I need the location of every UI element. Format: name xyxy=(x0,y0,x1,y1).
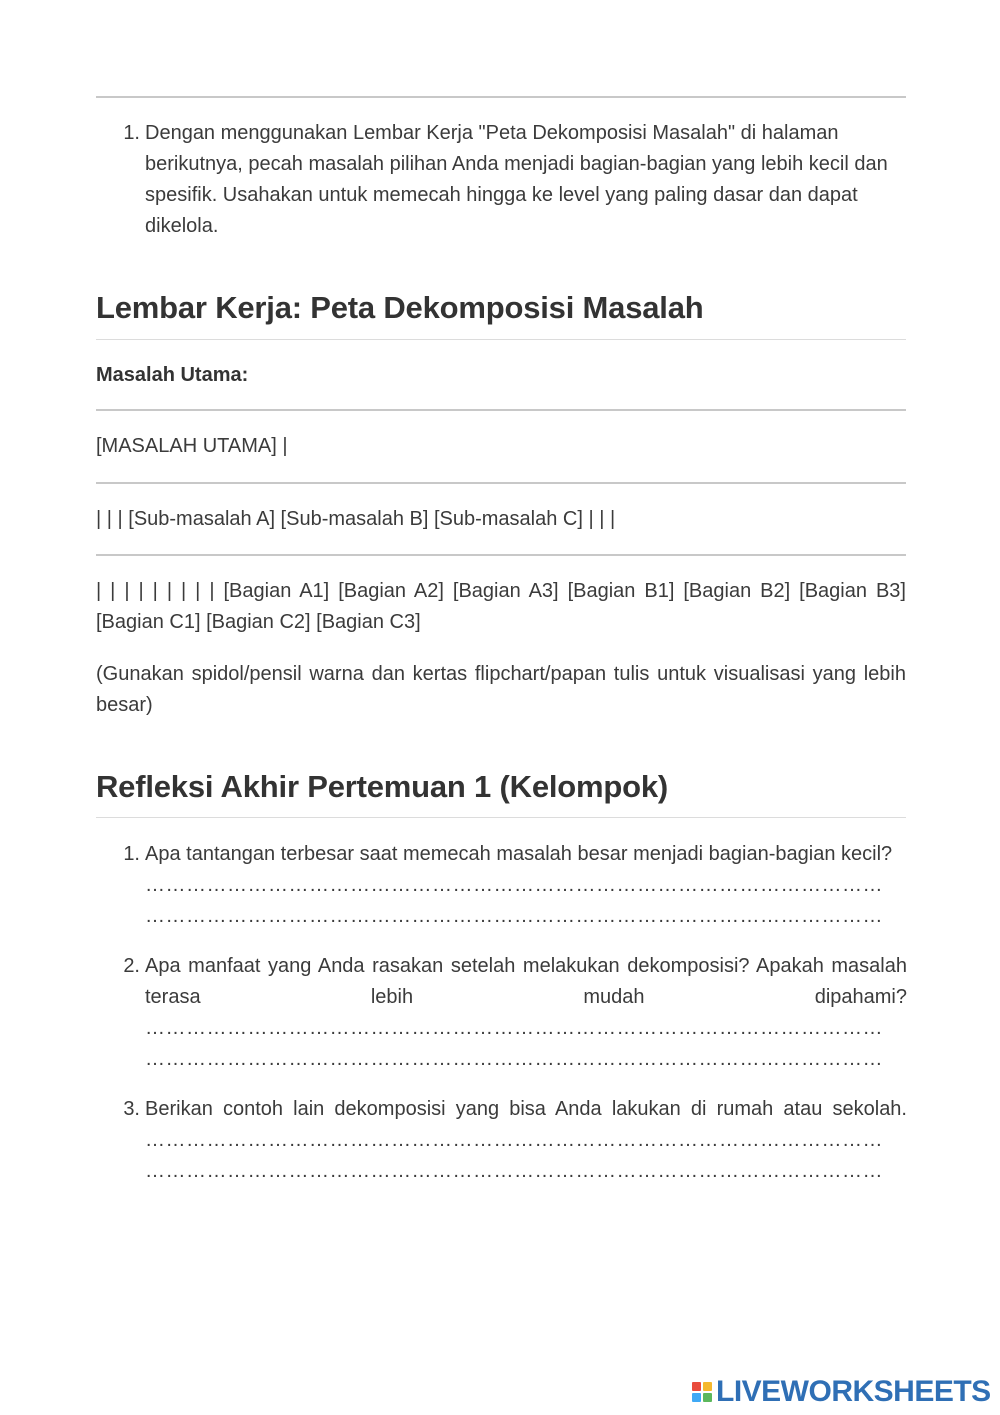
main-problem-row: [MASALAH UTAMA] | xyxy=(96,435,288,457)
reflection-item-3-number: 3. xyxy=(123,1098,140,1120)
reflection-item-1-answer-line-2[interactable]: ……………………………………………………………………………………………… xyxy=(145,905,883,927)
reflection-item-2-number: 2. xyxy=(123,955,140,977)
reflection-item-1-answer-line-1[interactable]: ……………………………………………………………………………………………… xyxy=(145,874,883,896)
intro-list-number: 1. xyxy=(123,122,140,144)
reflection-item-2-answer-line-2[interactable]: ……………………………………………………………………………………………… xyxy=(145,1048,883,1070)
intro-list-text: Dengan menggunakan Lembar Kerja "Peta Dekomposisi Masalah" di halaman berikutnya, pecah masalah pilihan Anda menjadi bagian-bagian yang lebih kecil dan spesifik. Usahakan untuk memecah hingga ke level yang paling dasar dan dapat dikelola. xyxy=(145,122,888,237)
worksheet-heading-divider xyxy=(96,339,906,340)
main-problem-label: Masalah Utama: xyxy=(96,364,249,386)
reflection-item-1-number: 1. xyxy=(123,843,140,865)
reflection-heading-divider xyxy=(96,817,906,818)
liveworksheets-logo xyxy=(692,1374,991,1410)
logo-block xyxy=(703,1382,712,1391)
reflection-item-2-question: Apa manfaat yang Anda rasakan setelah melakukan dekomposisi? Apakah masalah terasa lebih mudah dipahami? xyxy=(145,955,907,1008)
sub-problem-row: | | | [Sub-masalah A] [Sub-masalah B] [Sub-masalah C] | | | xyxy=(96,508,616,530)
reflection-item-1-question: Apa tantangan terbesar saat memecah masalah besar menjadi bagian-bagian kecil? xyxy=(145,843,893,865)
reflection-heading: Refleksi Akhir Pertemuan 1 (Kelompok) xyxy=(96,769,669,804)
logo-block xyxy=(692,1382,701,1391)
divider-2 xyxy=(96,482,906,484)
worksheet-note: (Gunakan spidol/pensil warna dan kertas flipchart/papan tulis untuk visualisasi yang lebih besar) xyxy=(96,663,906,716)
divider-1 xyxy=(96,409,906,411)
top-divider xyxy=(96,96,906,98)
reflection-item-3-answer-line-2[interactable]: ……………………………………………………………………………………………… xyxy=(145,1160,883,1182)
logo-block xyxy=(703,1393,712,1402)
reflection-item-3-answer-line-1[interactable]: ……………………………………………………………………………………………… xyxy=(145,1129,883,1151)
logo-mark-icon xyxy=(692,1382,712,1402)
parts-row: | | | | | | | | | [Bagian A1] [Bagian A2] [Bagian A3] [Bagian B1] [Bagian B2] [Bagian B3] [Bagian C1] [Bagian C2] [Bagian C3] xyxy=(96,580,906,633)
reflection-item-3-question: Berikan contoh lain dekomposisi yang bisa Anda lakukan di rumah atau sekolah. xyxy=(145,1098,907,1120)
logo-text: LIVEWORKSHEETS xyxy=(716,1375,991,1408)
logo-block xyxy=(692,1393,701,1402)
reflection-item-2-answer-line-1[interactable]: ……………………………………………………………………………………………… xyxy=(145,1017,883,1039)
worksheet-heading: Lembar Kerja: Peta Dekomposisi Masalah xyxy=(96,290,704,325)
divider-3 xyxy=(96,554,906,556)
